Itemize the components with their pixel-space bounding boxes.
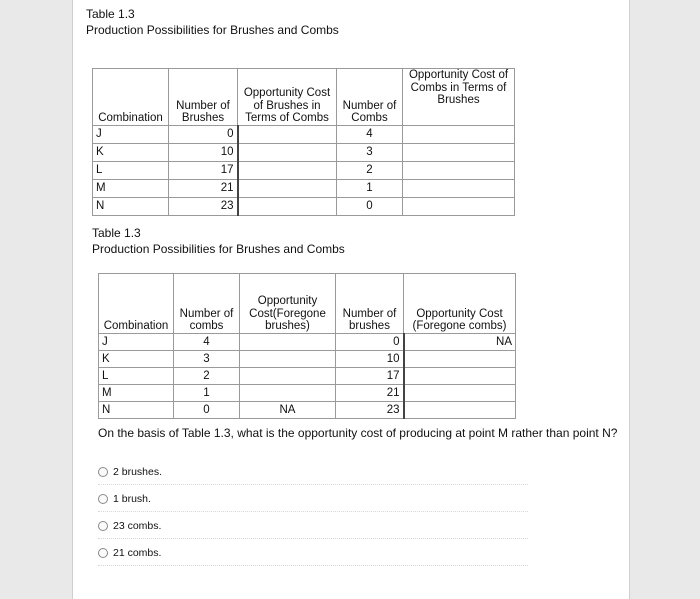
table1-cell-brushes: 10	[169, 144, 238, 162]
table1-caption-number: Table 1.3	[86, 7, 135, 21]
table2-cell-combs: 0	[174, 402, 240, 419]
table2-cell-combination: K	[99, 351, 174, 368]
table2-cell-brushes: 17	[336, 368, 404, 385]
table2-cell-oc-combs: NA	[404, 334, 516, 351]
table1-cell-oc-combs	[403, 126, 515, 144]
table1-cell-combination: L	[93, 162, 169, 180]
table2-cell-oc-brushes	[240, 368, 336, 385]
table1-header-combination: Combination	[93, 69, 169, 126]
table1-cell-oc-brushes	[238, 180, 337, 198]
answer-option[interactable]	[98, 539, 528, 566]
table2-cell-combs: 2	[174, 368, 240, 385]
table1-cell-oc-brushes	[238, 144, 337, 162]
table2-cell-oc-combs	[404, 385, 516, 402]
table2-cell-oc-brushes	[240, 385, 336, 402]
table1-header-brushes: Number of Brushes	[169, 69, 238, 126]
answer-options	[98, 458, 528, 566]
table2-cell-oc-brushes	[240, 351, 336, 368]
table1-header-combs: Number of Combs	[337, 69, 403, 126]
table1-cell-brushes: 0	[169, 126, 238, 144]
answer-option-label: 2 brushes.	[113, 465, 163, 478]
table2-header-combs: Number of combs	[174, 274, 240, 334]
table2-cell-oc-combs	[404, 402, 516, 419]
table1-cell-combs: 0	[337, 198, 403, 216]
table1-cell-combination: N	[93, 198, 169, 216]
table1-cell-combs: 4	[337, 126, 403, 144]
table1-caption-title: Production Possibilities for Brushes and Combs	[86, 23, 339, 37]
table1-cell-combs: 2	[337, 162, 403, 180]
table1-cell-oc-brushes	[238, 162, 337, 180]
radio-button-icon[interactable]	[98, 494, 108, 504]
table2-cell-brushes: 23	[336, 402, 404, 419]
table1-cell-brushes: 17	[169, 162, 238, 180]
radio-button-icon[interactable]	[98, 521, 108, 531]
answer-option-label: 23 combs.	[113, 519, 162, 532]
table1-cell-oc-combs	[403, 144, 515, 162]
table2-header-oc-combs: Opportunity Cost (Foregone combs)	[404, 274, 516, 334]
answer-option[interactable]	[98, 458, 528, 485]
table2-grid	[98, 273, 516, 419]
table1-cell-combination: M	[93, 180, 169, 198]
table1-cell-combination: K	[93, 144, 169, 162]
table2-caption-title: Production Possibilities for Brushes and Combs	[92, 242, 345, 256]
table1-grid	[92, 68, 515, 216]
table1-cell-brushes: 23	[169, 198, 238, 216]
table2-cell-combination: M	[99, 385, 174, 402]
table1-header-oc-brushes: Opportunity Cost of Brushes in Terms of Combs	[238, 69, 337, 126]
table2-cell-oc-combs	[404, 351, 516, 368]
table1-cell-oc-brushes	[238, 198, 337, 216]
table2-cell-combs: 4	[174, 334, 240, 351]
answer-option[interactable]	[98, 512, 528, 539]
radio-button-icon[interactable]	[98, 548, 108, 558]
table2-caption-number: Table 1.3	[92, 226, 141, 240]
table2-header-combination: Combination	[99, 274, 174, 334]
table1-header-oc-combs: Opportunity Cost of Combs in Terms of Brushes	[403, 69, 515, 126]
table1-cell-brushes: 21	[169, 180, 238, 198]
table2-cell-combination: N	[99, 402, 174, 419]
answer-option-label: 21 combs.	[113, 546, 162, 559]
table1-cell-combination: J	[93, 126, 169, 144]
table1-cell-combs: 3	[337, 144, 403, 162]
table2-cell-brushes: 0	[336, 334, 404, 351]
answer-option[interactable]	[98, 485, 528, 512]
table1-cell-combs: 1	[337, 180, 403, 198]
answer-option-label: 1 brush.	[113, 492, 151, 505]
table2-cell-oc-brushes: NA	[240, 402, 336, 419]
radio-button-icon[interactable]	[98, 467, 108, 477]
table2-header-brushes: Number of brushes	[336, 274, 404, 334]
table2-cell-combination: J	[99, 334, 174, 351]
table1-cell-oc-combs	[403, 162, 515, 180]
table2-cell-brushes: 21	[336, 385, 404, 402]
table1-cell-oc-combs	[403, 198, 515, 216]
table1-cell-oc-combs	[403, 180, 515, 198]
table2-cell-combs: 1	[174, 385, 240, 402]
table1-cell-oc-brushes	[238, 126, 337, 144]
table2-cell-oc-combs	[404, 368, 516, 385]
option-divider	[98, 565, 528, 566]
question-text: On the basis of Table 1.3, what is the opportunity cost of producing at point M rather than point N?	[98, 426, 618, 440]
table2-header-oc-brushes: Opportunity Cost(Foregone brushes)	[240, 274, 336, 334]
table2-cell-combination: L	[99, 368, 174, 385]
table2-cell-brushes: 10	[336, 351, 404, 368]
table2-cell-combs: 3	[174, 351, 240, 368]
table2-cell-oc-brushes	[240, 334, 336, 351]
